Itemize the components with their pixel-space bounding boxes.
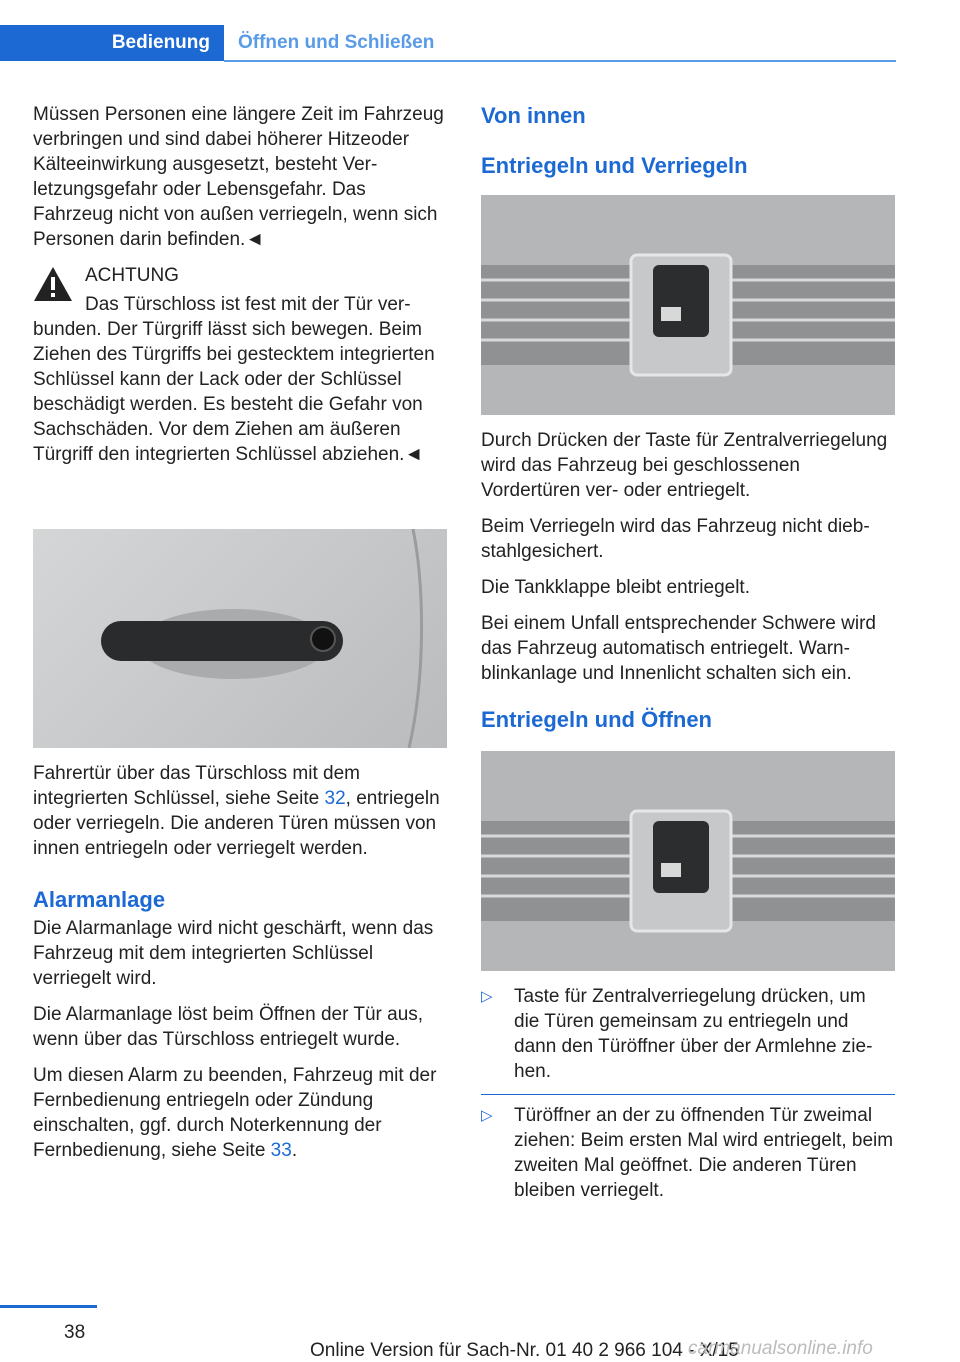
bullet-item-2 bbox=[481, 1103, 895, 1203]
door-handle-illustration bbox=[33, 529, 447, 748]
alarm-paragraph-1: Die Alarmanlage wird nicht geschärft, wenn das Fahrzeug mit dem integrierten Schlüssel verriegelt wird. bbox=[33, 918, 434, 989]
triangle-right-icon: ▷ bbox=[481, 988, 493, 1005]
door-text: Fahrertür über das Türschloss mit dem integrierten Schlüssel, siehe Seite bbox=[33, 763, 360, 809]
left-column bbox=[33, 102, 447, 478]
header-chapter-tab: Öffnen und Schließen bbox=[238, 32, 435, 53]
alarm-text: Um diesen Alarm zu beenden, Fahrzeug mit der Fernbedienung entriegeln oder Zündung einschalten, ggf. durch Noterkennung der Fernbedienung, siehe Seite bbox=[33, 1065, 437, 1161]
warning-triangle-icon bbox=[33, 266, 73, 302]
vent-illustration-1 bbox=[481, 195, 895, 415]
right-paragraph-2: Beim Verriegeln wird das Fahrzeug nicht diebstahlgesichert. bbox=[481, 516, 870, 562]
header-section-tab: Bedienung bbox=[0, 25, 224, 61]
intro-paragraph: Müssen Personen eine längere Zeit im Fahrzeug verbringen und sind dabei höherer Hitzeoder Kälteeinwirkung ausgesetzt, besteht Verletzungsgefahr oder Lebensgefahr. Das Fahrzeug nicht von außen verriegeln, wenn sich Personen darin befinden.◄ bbox=[33, 104, 444, 250]
door-handle-image bbox=[33, 529, 447, 748]
right-paragraph-4: Bei einem Unfall entsprechender Schwere wird das Fahrzeug automatisch entriegelt. Warnblinkanlage und Innenlicht schalten sich ein. bbox=[481, 613, 876, 684]
central-lock-button-image-2 bbox=[481, 751, 895, 971]
alarm-heading: Alarmanlage bbox=[33, 887, 166, 912]
alarm-text-end: . bbox=[291, 1140, 298, 1161]
door-paragraph bbox=[33, 761, 447, 861]
bullet-divider bbox=[481, 1094, 895, 1095]
right-column-mid bbox=[481, 428, 895, 734]
right-paragraph-1: Durch Drücken der Taste für Zentralverriegelung wird das Fahrzeug bei geschlossenen Vordertüren ver- oder entriegelt. bbox=[481, 430, 888, 501]
bullet-item-1 bbox=[481, 984, 895, 1084]
bullet-list bbox=[481, 984, 895, 1213]
bullet-text-1: Taste für Zentralverriegelung drücken, um die Türen gemeinsam zu entriegeln und dann den Türöffner über der Armlehne ziehen. bbox=[514, 986, 873, 1082]
bullet-text-2: Türöffner an der zu öffnenden Tür zweimal ziehen: Beim ersten Mal wird entriegelt, beim zweiten Mal geöffnet. Die anderen Türen bleiben verriegelt. bbox=[514, 1105, 894, 1201]
vent-illustration-2 bbox=[481, 751, 895, 971]
page-number: 38 bbox=[64, 1322, 86, 1343]
online-version-text: Online Version für Sach-Nr. 01 40 2 966 104 - X/15 bbox=[310, 1340, 739, 1361]
central-lock-button-image-1 bbox=[481, 195, 895, 415]
warning-block bbox=[33, 263, 447, 467]
warning-text: Das Türschloss ist fest mit der Tür verbunden. Der Türgriff lässt sich bewegen. Beim Ziehen des Türgriffs bei gestecktem integrierten Schlüssel kann der Lack oder der Schlüssel beschädigt werden. Es besteht die Gefahr von Sachschäden. Vor dem Ziehen am äußeren Türgriff den integrierten Schlüssel abziehen.◄ bbox=[33, 294, 435, 465]
entriegeln-verriegeln-heading: Entriegeln und Verriegeln bbox=[481, 153, 748, 178]
page-link-33[interactable]: 33 bbox=[270, 1140, 292, 1161]
entriegeln-oeffnen-heading: Entriegeln und Öffnen bbox=[481, 707, 712, 732]
page-link-32[interactable]: 32 bbox=[324, 788, 346, 809]
triangle-right-icon: ▷ bbox=[481, 1107, 493, 1124]
footer-rule bbox=[0, 1305, 97, 1308]
watermark: carmanualsonline.info bbox=[688, 1338, 873, 1359]
right-column bbox=[481, 102, 895, 180]
alarm-paragraph-3 bbox=[33, 1063, 447, 1163]
right-paragraph-3: Die Tankklappe bleibt entriegelt. bbox=[481, 577, 750, 598]
von-innen-heading: Von innen bbox=[481, 103, 586, 128]
warning-title: ACHTUNG bbox=[85, 265, 179, 286]
alarm-paragraph-2: Die Alarmanlage löst beim Öffnen der Tür aus, wenn über das Türschloss entriegelt wurde. bbox=[33, 1004, 424, 1050]
door-text-end: , entriegeln oder verriegeln. Die anderen Türen müssen von innen entriegeln oder verriegelt werden. bbox=[33, 788, 440, 859]
left-column-lower bbox=[33, 761, 447, 1174]
header-rule bbox=[224, 60, 896, 62]
